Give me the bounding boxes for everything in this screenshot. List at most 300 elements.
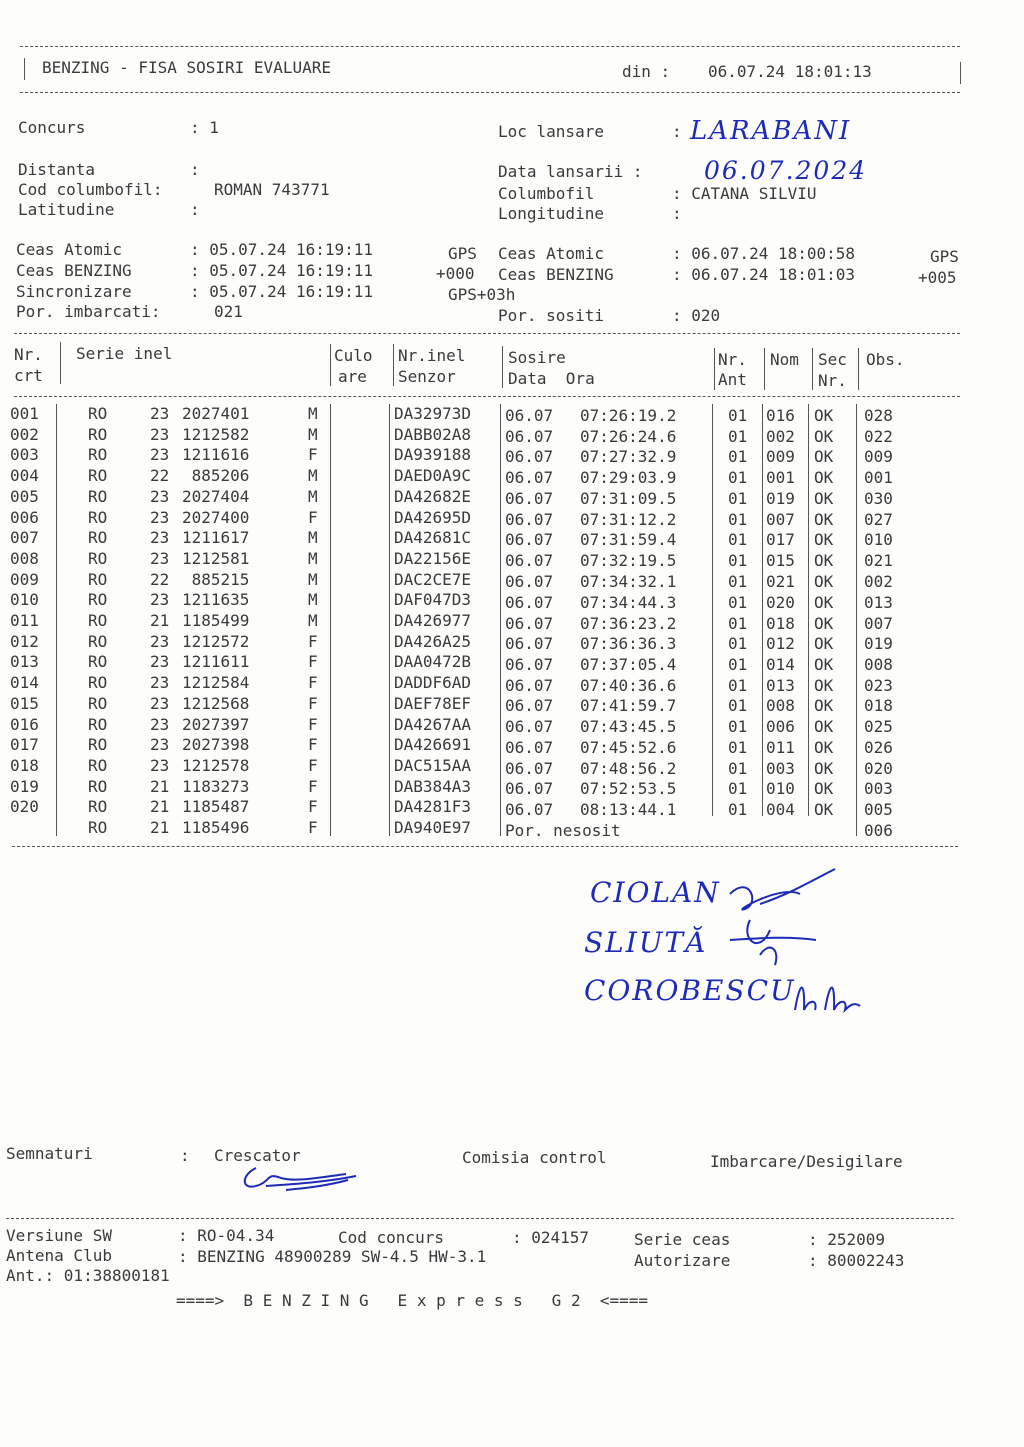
table-row: [0, 673, 1024, 693]
row-time: 07:34:32.1: [580, 571, 677, 591]
row-obs: 001: [864, 468, 893, 488]
row-antenna: 01: [728, 426, 748, 446]
table-row: [0, 445, 1024, 465]
header-divider: [502, 346, 503, 388]
row-sensor: DA42682E: [394, 486, 472, 506]
header-divider: [393, 344, 394, 386]
ceas-atomic-left-value: : 05.07.24 16:19:11: [190, 240, 374, 259]
table-row: [0, 756, 1024, 776]
serie-ceas-value: : 252009: [808, 1230, 886, 1249]
row-country: RO: [88, 548, 108, 568]
row-sex: F: [308, 797, 318, 817]
imbarcare-desigilare-label: Imbarcare/Desigilare: [710, 1152, 903, 1171]
ceas-atomic-right-label: Ceas Atomic: [498, 244, 604, 263]
row-obs: 022: [864, 426, 893, 446]
ceas-atomic-left-suffix: GPS: [448, 244, 477, 263]
row-antenna: 01: [728, 634, 748, 654]
row-nr: 019: [10, 776, 39, 796]
row-nr: 018: [10, 755, 39, 775]
row-ring: 1212568: [182, 693, 250, 713]
row-antenna: 01: [728, 571, 748, 591]
row-year: 23: [150, 652, 170, 672]
row-nr: 002: [10, 424, 39, 444]
ceas-benzing-left-value: : 05.07.24 16:19:11: [190, 261, 374, 280]
body-divider: [389, 404, 390, 836]
row-sec: OK: [814, 779, 834, 799]
table-row: [0, 694, 1024, 714]
comisia-control-label: Comisia control: [462, 1148, 607, 1167]
row-date: 06.07: [505, 530, 554, 550]
col-nrinel-header-1: Nr.inel: [398, 346, 466, 365]
row-nom: 003: [766, 758, 795, 778]
row-date: 06.07: [505, 654, 554, 674]
row-sex: M: [308, 528, 318, 548]
row-sec: OK: [814, 800, 834, 820]
row-sensor: DADDF6AD: [394, 673, 472, 693]
header-divider: [60, 342, 61, 384]
row-nom: 011: [766, 737, 795, 757]
row-sex: M: [308, 404, 318, 423]
sincronizare-suffix: GPS+03h: [448, 285, 516, 304]
row-time: 07:34:44.3: [580, 592, 677, 612]
row-ring: 2027404: [182, 486, 250, 506]
col-nrant-header-2: Ant: [718, 370, 747, 389]
row-time: 07:27:32.9: [580, 447, 677, 467]
row-year: 23: [150, 693, 170, 713]
longitudine-label: Longitudine: [498, 204, 604, 223]
row-nr: 003: [10, 445, 39, 465]
row-year: 22: [150, 569, 170, 589]
row-date: 06.07: [505, 717, 554, 737]
row-nr: 001: [10, 404, 39, 423]
row-country: RO: [88, 528, 108, 548]
table-row: [0, 425, 1024, 445]
ceas-benzing-right-value: : 06.07.24 18:01:03: [672, 265, 856, 284]
row-country: RO: [88, 714, 108, 734]
row-sensor: DA426977: [394, 611, 472, 630]
row-sensor: DA4267AA: [394, 714, 472, 734]
longitudine-value: :: [672, 204, 682, 223]
cod-columbofil-label: Cod columbofil:: [18, 180, 163, 199]
row-time: 07:31:59.4: [580, 530, 677, 550]
por-imbarcati-value: 021: [214, 302, 243, 321]
row-ring: 1185487: [182, 797, 250, 817]
row-sex: F: [308, 755, 318, 775]
row-ring: 2027398: [182, 735, 250, 755]
row-nom: 002: [766, 426, 795, 446]
crescator-label: Crescator: [214, 1146, 301, 1165]
sincronizare-label: Sincronizare: [16, 282, 132, 301]
col-nom-header: Nom: [770, 350, 799, 369]
row-antenna: 01: [728, 488, 748, 508]
col-serie-header: Serie inel: [76, 344, 173, 363]
row-sex: M: [308, 569, 318, 589]
row-nom: 014: [766, 654, 795, 674]
row-time: 07:52:53.5: [580, 779, 677, 799]
header-divider: [714, 348, 715, 390]
header-left-bar: [24, 58, 25, 80]
handwritten-name-3: COROBESCU: [584, 974, 796, 1007]
por-sositi-label: Por. sositi: [498, 306, 604, 325]
table-row: [0, 590, 1024, 610]
row-obs: 005: [864, 800, 893, 820]
table-top-rule: [14, 333, 960, 334]
row-ring: 1212584: [182, 673, 250, 693]
row-date: 06.07: [505, 592, 554, 612]
row-obs: 006: [864, 821, 893, 840]
row-nr: 006: [10, 507, 39, 527]
autorizare-value: : 80002243: [808, 1251, 905, 1270]
row-antenna: 01: [728, 551, 748, 571]
row-nom: 018: [766, 613, 795, 633]
col-sec-header-1: Sec: [818, 350, 847, 369]
page-title: BENZING - FISA SOSIRI EVALUARE: [42, 58, 331, 77]
ceas-benzing-right-suffix: +005: [918, 268, 957, 287]
footer-rule: [6, 1218, 954, 1219]
row-year: 23: [150, 714, 170, 734]
row-obs: 009: [864, 447, 893, 467]
table-row: [0, 404, 1024, 424]
header-divider: [764, 348, 765, 390]
row-sensor: DAEF78EF: [394, 693, 472, 713]
row-nr: 017: [10, 735, 39, 755]
row-sec: OK: [814, 654, 834, 674]
row-date: 06.07: [505, 447, 554, 467]
row-sex: F: [308, 445, 318, 465]
row-sex: F: [308, 818, 318, 837]
row-year: 23: [150, 486, 170, 506]
row-nom: 012: [766, 634, 795, 654]
row-date: 06.07: [505, 737, 554, 757]
row-obs: 026: [864, 737, 893, 757]
din-label: din :: [622, 62, 671, 81]
header-divider: [858, 348, 859, 390]
row-nr: 016: [10, 714, 39, 734]
row-country: RO: [88, 404, 108, 423]
row-nr: 014: [10, 673, 39, 693]
row-year: 23: [150, 548, 170, 568]
col-culoare-header-1: Culo: [334, 346, 373, 365]
row-ring: 1185499: [182, 611, 250, 630]
body-divider: [330, 404, 331, 836]
table-row: [0, 528, 1024, 548]
row-sec: OK: [814, 737, 834, 757]
loc-lansare-value: LARABANI: [690, 116, 852, 146]
columbofil-value: : CATANA SILVIU: [672, 184, 817, 203]
antena-club-label: Antena Club: [6, 1246, 112, 1265]
col-nrinel-header-2: Senzor: [398, 367, 456, 386]
row-sensor: DAED0A9C: [394, 466, 472, 486]
row-nom: 006: [766, 717, 795, 737]
row-time: 07:31:09.5: [580, 488, 677, 508]
body-divider: [500, 404, 501, 836]
row-sec: OK: [814, 696, 834, 716]
col-nr-header-1: Nr.: [14, 345, 43, 364]
row-nr: 012: [10, 631, 39, 651]
row-sex: F: [308, 652, 318, 672]
cod-columbofil-value: ROMAN 743771: [214, 180, 330, 199]
table-row: [0, 611, 1024, 631]
row-ring: 1183273: [182, 776, 250, 796]
row-country: RO: [88, 466, 108, 486]
table-row: [0, 549, 1024, 569]
cod-concurs-label: Cod concurs: [338, 1228, 444, 1247]
row-sex: F: [308, 631, 318, 651]
table-row: [0, 735, 1024, 755]
row-nom: 013: [766, 675, 795, 695]
row-sex: F: [308, 507, 318, 527]
columbofil-label: Columbofil: [498, 184, 595, 203]
table-row: [0, 632, 1024, 652]
row-nom: 021: [766, 571, 795, 591]
latitudine-value: :: [190, 200, 200, 219]
row-antenna: 01: [728, 613, 748, 633]
row-nr: 011: [10, 611, 39, 630]
body-divider: [856, 404, 857, 836]
row-country: RO: [88, 776, 108, 796]
row-sex: M: [308, 424, 318, 444]
row-nom: 016: [766, 406, 795, 425]
table-row: [0, 777, 1024, 797]
body-divider: [762, 404, 763, 816]
signature-scribble-2: [720, 910, 820, 970]
top-rule: [20, 46, 960, 47]
handwritten-name-2: SLIUTĂ: [584, 926, 708, 959]
body-divider: [808, 404, 809, 816]
row-nom: 008: [766, 696, 795, 716]
row-sec: OK: [814, 509, 834, 529]
row-ring: 1212582: [182, 424, 250, 444]
row-time: 07:40:36.6: [580, 675, 677, 695]
brand-banner: ====> B E N Z I N G E x p r e s s G 2 <====: [176, 1291, 649, 1310]
row-date: 06.07: [505, 551, 554, 571]
row-sensor: DA42695D: [394, 507, 472, 527]
row-ring: 2027401: [182, 404, 250, 423]
row-antenna: 01: [728, 717, 748, 737]
distanta-label: Distanta: [18, 160, 96, 179]
signature-scribble-3: [790, 970, 870, 1020]
row-year: 23: [150, 755, 170, 775]
row-time: 08:13:44.1: [580, 800, 677, 820]
row-country: RO: [88, 797, 108, 817]
row-antenna: 01: [728, 654, 748, 674]
row-obs: 019: [864, 634, 893, 654]
row-date: 06.07: [505, 406, 554, 425]
row-country: RO: [88, 569, 108, 589]
col-sosire-header-2: Data Ora: [508, 369, 595, 388]
row-date: 06.07: [505, 426, 554, 446]
row-sensor: DA939188: [394, 445, 472, 465]
row-sex: M: [308, 548, 318, 568]
row-obs: 025: [864, 717, 893, 737]
row-date: 06.07: [505, 634, 554, 654]
row-sec: OK: [814, 634, 834, 654]
ceas-atomic-right-value: : 06.07.24 18:00:58: [672, 244, 856, 263]
col-nrant-header-1: Nr.: [718, 350, 747, 369]
row-ring: 885215: [182, 569, 250, 589]
table-row: [0, 466, 1024, 486]
row-date: 06.07: [505, 613, 554, 633]
data-lansarii-value: 06.07.2024: [704, 156, 868, 185]
row-nr: 015: [10, 693, 39, 713]
row-nom: 007: [766, 509, 795, 529]
row-time: 07:36:23.2: [580, 613, 677, 633]
din-value: 06.07.24 18:01:13: [708, 62, 872, 81]
row-sex: M: [308, 611, 318, 630]
loc-lansare-colon: :: [672, 122, 682, 141]
row-year: 23: [150, 673, 170, 693]
col-obs-header: Obs.: [866, 350, 905, 369]
row-date: 06.07: [505, 800, 554, 820]
row-obs: 023: [864, 675, 893, 695]
row-sensor: DA426A25: [394, 631, 472, 651]
row-nr: 010: [10, 590, 39, 610]
por-sositi-value: : 020: [672, 306, 721, 325]
row-sensor: DAB384A3: [394, 776, 472, 796]
row-antenna: 01: [728, 800, 748, 820]
header-bottom-table-rule: [14, 396, 960, 397]
row-ring: 1211635: [182, 590, 250, 610]
table-bottom-rule: [12, 846, 958, 847]
row-year: 23: [150, 528, 170, 548]
row-antenna: 01: [728, 779, 748, 799]
row-sec: OK: [814, 758, 834, 778]
ceas-atomic-right-suffix: GPS: [930, 247, 959, 266]
row-sec: OK: [814, 488, 834, 508]
table-row: [0, 797, 1024, 820]
row-sensor: DA940E97: [394, 818, 472, 837]
row-sensor: DA22156E: [394, 548, 472, 568]
latitudine-label: Latitudine: [18, 200, 115, 219]
row-ring: 885206: [182, 466, 250, 486]
row-country: RO: [88, 818, 108, 837]
row-ring: 1211611: [182, 652, 250, 672]
row-antenna: 01: [728, 530, 748, 550]
row-obs: 020: [864, 758, 893, 778]
row-time: 07:45:52.6: [580, 737, 677, 757]
row-nr: 013: [10, 652, 39, 672]
row-sensor: DAC515AA: [394, 755, 472, 775]
row-ring: 2027397: [182, 714, 250, 734]
row-ring: 1212578: [182, 755, 250, 775]
row-date: 06.07: [505, 468, 554, 488]
row-nr: 005: [10, 486, 39, 506]
crescator-signature: [236, 1160, 366, 1200]
table-row: [0, 818, 1024, 838]
row-country: RO: [88, 673, 108, 693]
row-year: 23: [150, 445, 170, 465]
ceas-benzing-left-suffix: +000: [436, 264, 475, 283]
row-sex: F: [308, 673, 318, 693]
row-obs: 013: [864, 592, 893, 612]
row-sec: OK: [814, 613, 834, 633]
row-time: 07:48:56.2: [580, 758, 677, 778]
row-sec: OK: [814, 468, 834, 488]
row-ring: 1185496: [182, 818, 250, 837]
row-antenna: 01: [728, 758, 748, 778]
row-year: 21: [150, 611, 170, 630]
row-country: RO: [88, 590, 108, 610]
row-date: Por. nesosit: [505, 821, 621, 840]
row-sex: F: [308, 714, 318, 734]
row-nom: 009: [766, 447, 795, 467]
row-antenna: 01: [728, 675, 748, 695]
row-date: 06.07: [505, 696, 554, 716]
row-obs: 027: [864, 509, 893, 529]
serie-ceas-label: Serie ceas: [634, 1230, 731, 1249]
row-antenna: 01: [728, 509, 748, 529]
row-sex: F: [308, 693, 318, 713]
row-country: RO: [88, 507, 108, 527]
row-sensor: DA4281F3: [394, 797, 472, 817]
row-year: 21: [150, 776, 170, 796]
col-culoare-header-2: are: [338, 367, 367, 386]
row-year: 21: [150, 818, 170, 837]
header-bottom-rule: [20, 92, 960, 93]
row-ring: 1211616: [182, 445, 250, 465]
row-ring: 1211617: [182, 528, 250, 548]
autorizare-label: Autorizare: [634, 1251, 731, 1270]
row-obs: 018: [864, 696, 893, 716]
row-sex: F: [308, 776, 318, 796]
row-sensor: DAF047D3: [394, 590, 472, 610]
row-date: 06.07: [505, 779, 554, 799]
por-imbarcati-label: Por. imbarcati:: [16, 302, 161, 321]
row-sec: OK: [814, 447, 834, 467]
row-nr: 008: [10, 548, 39, 568]
table-row: [0, 508, 1024, 528]
row-nr: 009: [10, 569, 39, 589]
row-ring: 1212572: [182, 631, 250, 651]
ceas-benzing-left-label: Ceas BENZING: [16, 261, 132, 280]
cod-concurs-value: : 024157: [512, 1228, 590, 1247]
row-time: 07:26:24.6: [580, 426, 677, 446]
loc-lansare-label: Loc lansare: [498, 122, 604, 141]
row-date: 06.07: [505, 509, 554, 529]
data-lansarii-label: Data lansarii :: [498, 162, 643, 181]
row-obs: 010: [864, 530, 893, 550]
row-country: RO: [88, 486, 108, 506]
row-antenna: 01: [728, 406, 748, 425]
row-obs: 030: [864, 488, 893, 508]
table-row: [0, 652, 1024, 672]
row-obs: 007: [864, 613, 893, 633]
row-nom: 017: [766, 530, 795, 550]
row-sec: OK: [814, 426, 834, 446]
row-sensor: DAA0472B: [394, 652, 472, 672]
body-divider: [712, 404, 713, 816]
row-nom: 004: [766, 800, 795, 820]
row-antenna: 01: [728, 696, 748, 716]
table-row: [0, 570, 1024, 590]
row-time: 07:37:05.4: [580, 654, 677, 674]
row-date: 06.07: [505, 571, 554, 591]
row-country: RO: [88, 735, 108, 755]
ant-line: Ant.: 01:38800181: [6, 1266, 170, 1285]
row-country: RO: [88, 445, 108, 465]
row-date: 06.07: [505, 758, 554, 778]
row-sec: OK: [814, 592, 834, 612]
row-nr: 004: [10, 466, 39, 486]
row-time: 07:36:36.3: [580, 634, 677, 654]
row-year: 22: [150, 466, 170, 486]
row-sex: M: [308, 466, 318, 486]
row-sensor: DA426691: [394, 735, 472, 755]
col-nr-header-2: crt: [14, 366, 43, 385]
row-obs: 021: [864, 551, 893, 571]
row-country: RO: [88, 652, 108, 672]
row-sex: F: [308, 735, 318, 755]
